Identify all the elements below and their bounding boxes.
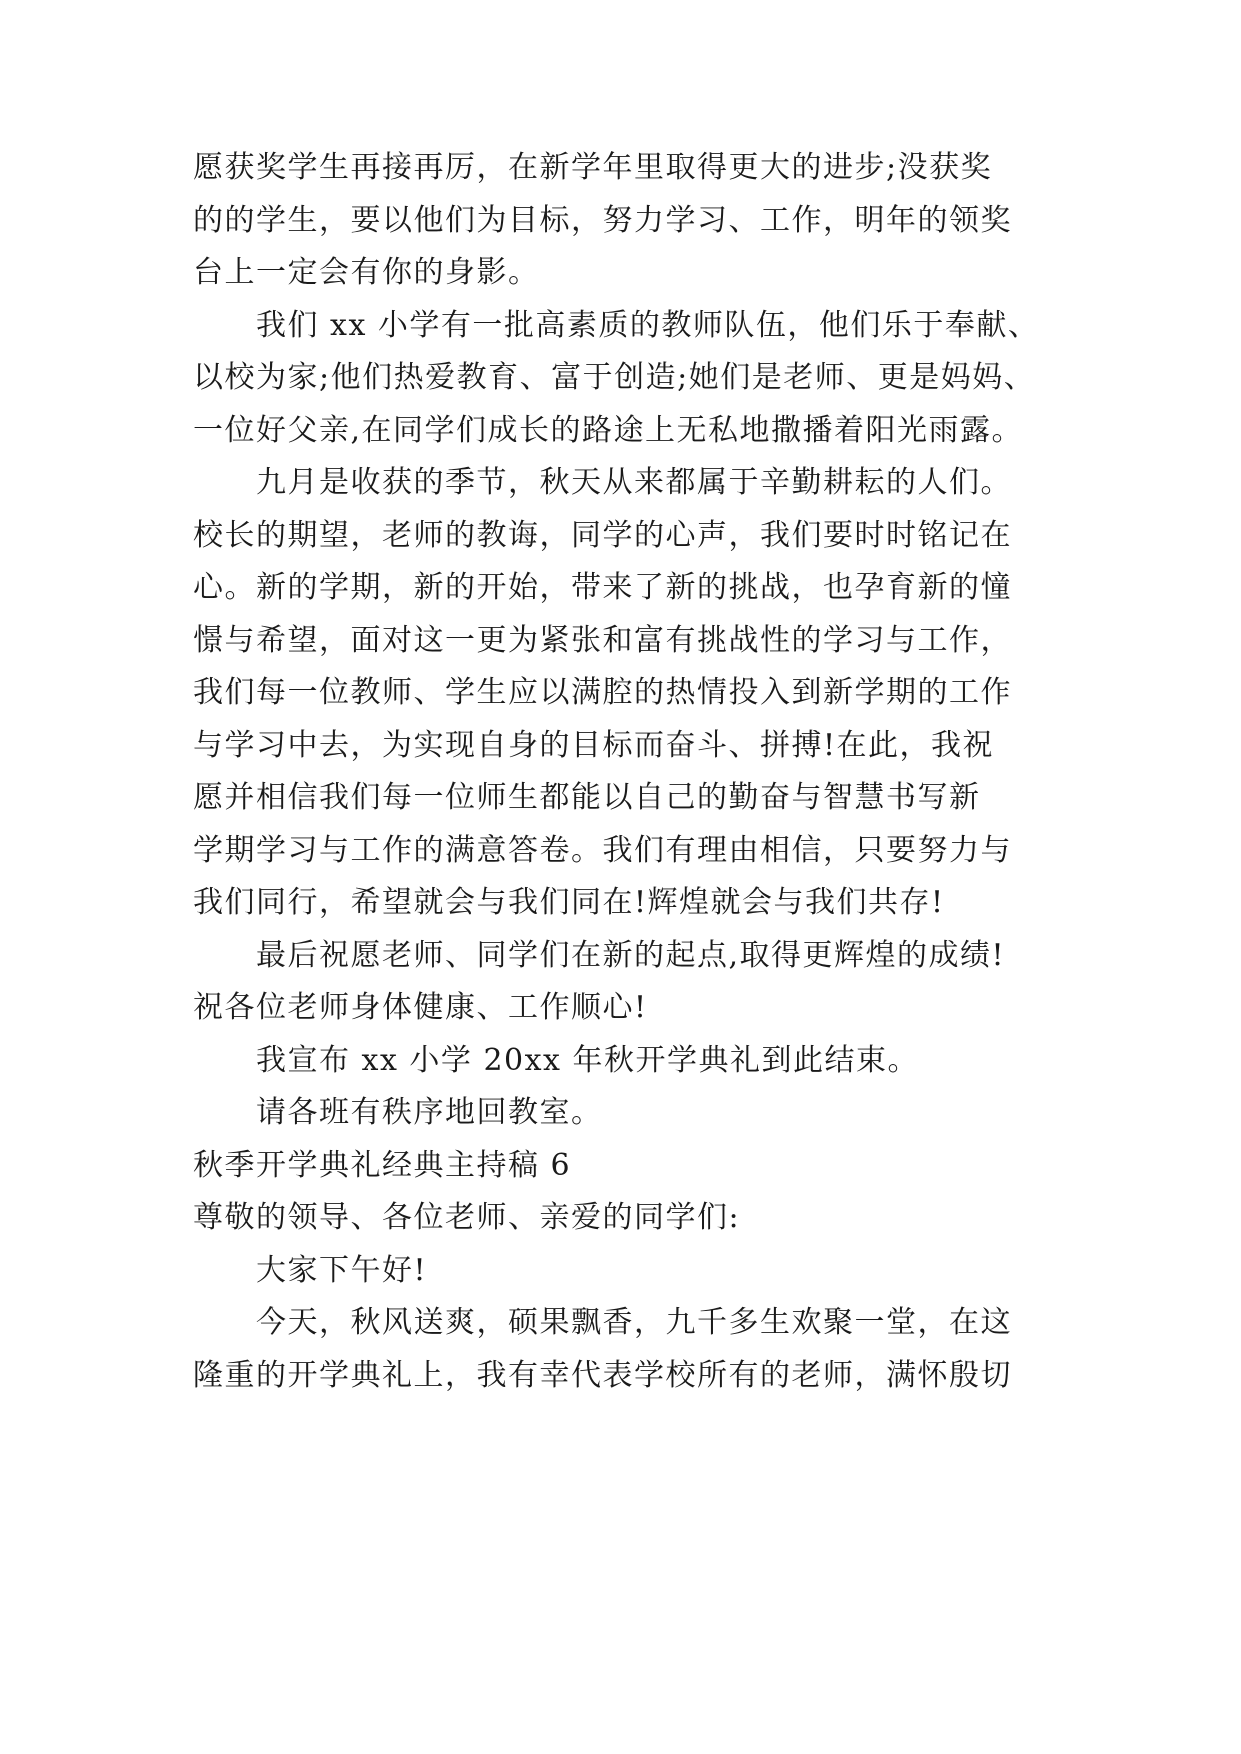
text-line: 一位好父亲,在同学们成长的路途上无私地撒播着阳光雨露。 <box>193 413 1024 448</box>
greeting: 大家下午好! <box>256 1253 428 1288</box>
text-line: 台上一定会有你的身影。 <box>193 255 540 290</box>
text-line: 学期学习与工作的满意答卷。我们有理由相信，只要努力与 <box>193 833 1012 868</box>
section-heading: 秋季开学典礼经典主持稿 6 <box>193 1148 572 1183</box>
text-line: 祝各位老师身体健康、工作顺心! <box>193 990 648 1025</box>
text-line: 我们每一位教师、学生应以满腔的热情投入到新学期的工作 <box>193 675 1012 710</box>
text-line: 隆重的开学典礼上，我有幸代表学校所有的老师，满怀殷切 <box>193 1358 1012 1393</box>
paragraph-start: 请各班有秩序地回教室。 <box>256 1095 603 1130</box>
text-line: 的的学生，要以他们为目标，努力学习、工作，明年的领奖 <box>193 203 1012 238</box>
text-line: 校长的期望，老师的教诲，同学的心声，我们要时时铭记在 <box>193 518 1012 553</box>
text-line: 以校为家;他们热爱教育、富于创造;她们是老师、更是妈妈、 <box>193 360 1036 395</box>
paragraph-start: 最后祝愿老师、同学们在新的起点,取得更辉煌的成绩! <box>256 938 1006 973</box>
salutation: 尊敬的领导、各位老师、亲爱的同学们: <box>193 1200 741 1235</box>
text-line: 愿并相信我们每一位师生都能以自己的勤奋与智慧书写新 <box>193 780 981 815</box>
paragraph-start: 九月是收获的季节，秋天从来都属于辛勤耕耘的人们。 <box>256 465 1012 500</box>
text-line: 愿获奖学生再接再厉，在新学年里取得更大的进步;没获奖 <box>193 150 993 185</box>
text-line: 心。新的学期，新的开始，带来了新的挑战，也孕育新的憧 <box>193 570 1012 605</box>
text-line: 与学习中去，为实现自身的目标而奋斗、拼搏!在此，我祝 <box>193 728 995 763</box>
text-line: 憬与希望，面对这一更为紧张和富有挑战性的学习与工作， <box>193 623 1012 658</box>
text-line: 我们同行，希望就会与我们同在!辉煌就会与我们共存! <box>193 885 945 920</box>
paragraph-start: 我们 xx 小学有一批高素质的教师队伍，他们乐于奉献、 <box>256 308 1040 343</box>
paragraph-start: 我宣布 xx 小学 20xx 年秋开学典礼到此结束。 <box>256 1043 919 1078</box>
paragraph-start: 今天，秋风送爽，硕果飘香，九千多生欢聚一堂，在这 <box>256 1305 1012 1340</box>
